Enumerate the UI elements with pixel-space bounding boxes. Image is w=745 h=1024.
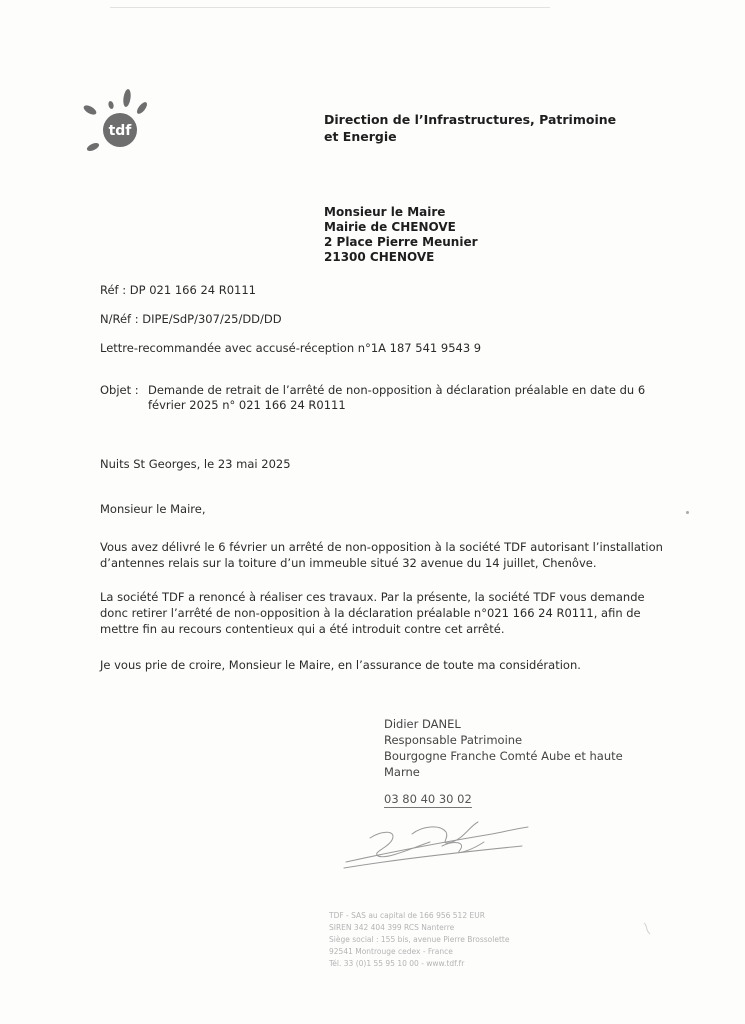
footer-line: Siège social : 155 bis, avenue Pierre Brossolette xyxy=(329,935,510,944)
signatory-name: Didier DANEL xyxy=(384,717,461,731)
scan-mark xyxy=(642,922,652,936)
recipient-line: 2 Place Pierre Meunier xyxy=(324,235,478,249)
svg-text:tdf: tdf xyxy=(108,123,132,139)
reference-line: Réf : DP 021 166 24 R0111 xyxy=(100,283,256,297)
handwritten-signature xyxy=(342,812,532,872)
subject-text: Demande de retrait de l’arrêté de non-opposition à déclaration préalable en date du 6 février 2025 n° 021 166 24 R0111 xyxy=(148,383,646,412)
recipient-line: Monsieur le Maire xyxy=(324,205,446,219)
closing-paragraph: Je vous prie de croire, Monsieur le Maire, en l’assurance de toute ma considération. xyxy=(100,658,581,672)
salutation: Monsieur le Maire, xyxy=(100,502,206,516)
registered-letter-line: Lettre-recommandée avec accusé-réception n°1A 187 541 9543 9 xyxy=(100,341,482,355)
signatory-title: Responsable Patrimoine xyxy=(384,733,523,747)
footer-line: Tél. 33 (0)1 55 95 10 00 - www.tdf.fr xyxy=(329,959,465,968)
recipient-line: 21300 CHENOVE xyxy=(324,250,435,264)
department-heading: Direction de l’Infrastructures, Patrimoine et Energie xyxy=(324,112,617,144)
footer-line: 92541 Montrouge cedex - France xyxy=(329,947,453,956)
signatory-block xyxy=(384,716,644,780)
scan-speck xyxy=(686,511,689,514)
body-paragraph: Vous avez délivré le 6 février un arrêté de non-opposition à la société TDF autorisant l’installation d’antennes relais sur la toiture d’un immeuble situé 32 avenue du 14 juillet, Chenôve. xyxy=(100,540,663,570)
subject-label: Objet : xyxy=(100,383,139,397)
our-reference-line: N/Réf : DIPE/SdP/307/25/DD/DD xyxy=(100,312,282,326)
scan-edge-line xyxy=(110,7,550,8)
signatory-phone: 03 80 40 30 02 xyxy=(384,792,472,806)
company-footer xyxy=(329,910,509,970)
recipient-address xyxy=(324,205,478,265)
footer-line: TDF - SAS au capital de 166 956 512 EUR xyxy=(329,911,485,920)
recipient-line: Mairie de CHENOVE xyxy=(324,220,456,234)
signatory-region: Bourgogne Franche Comté Aube et haute Marne xyxy=(384,749,623,779)
tdf-logo xyxy=(78,84,154,160)
body-paragraph: La société TDF a renoncé à réaliser ces travaux. Par la présente, la société TDF vous demande donc retirer l’arrêté de non-opposition à la déclaration préalable n°021 166 24 R0111, afin de mettre fin au recours contentieux qui a été introduit contre cet arrêté. xyxy=(100,590,645,636)
footer-line: SIREN 342 404 399 RCS Nanterre xyxy=(329,923,455,932)
place-date-line: Nuits St Georges, le 23 mai 2025 xyxy=(100,457,291,471)
